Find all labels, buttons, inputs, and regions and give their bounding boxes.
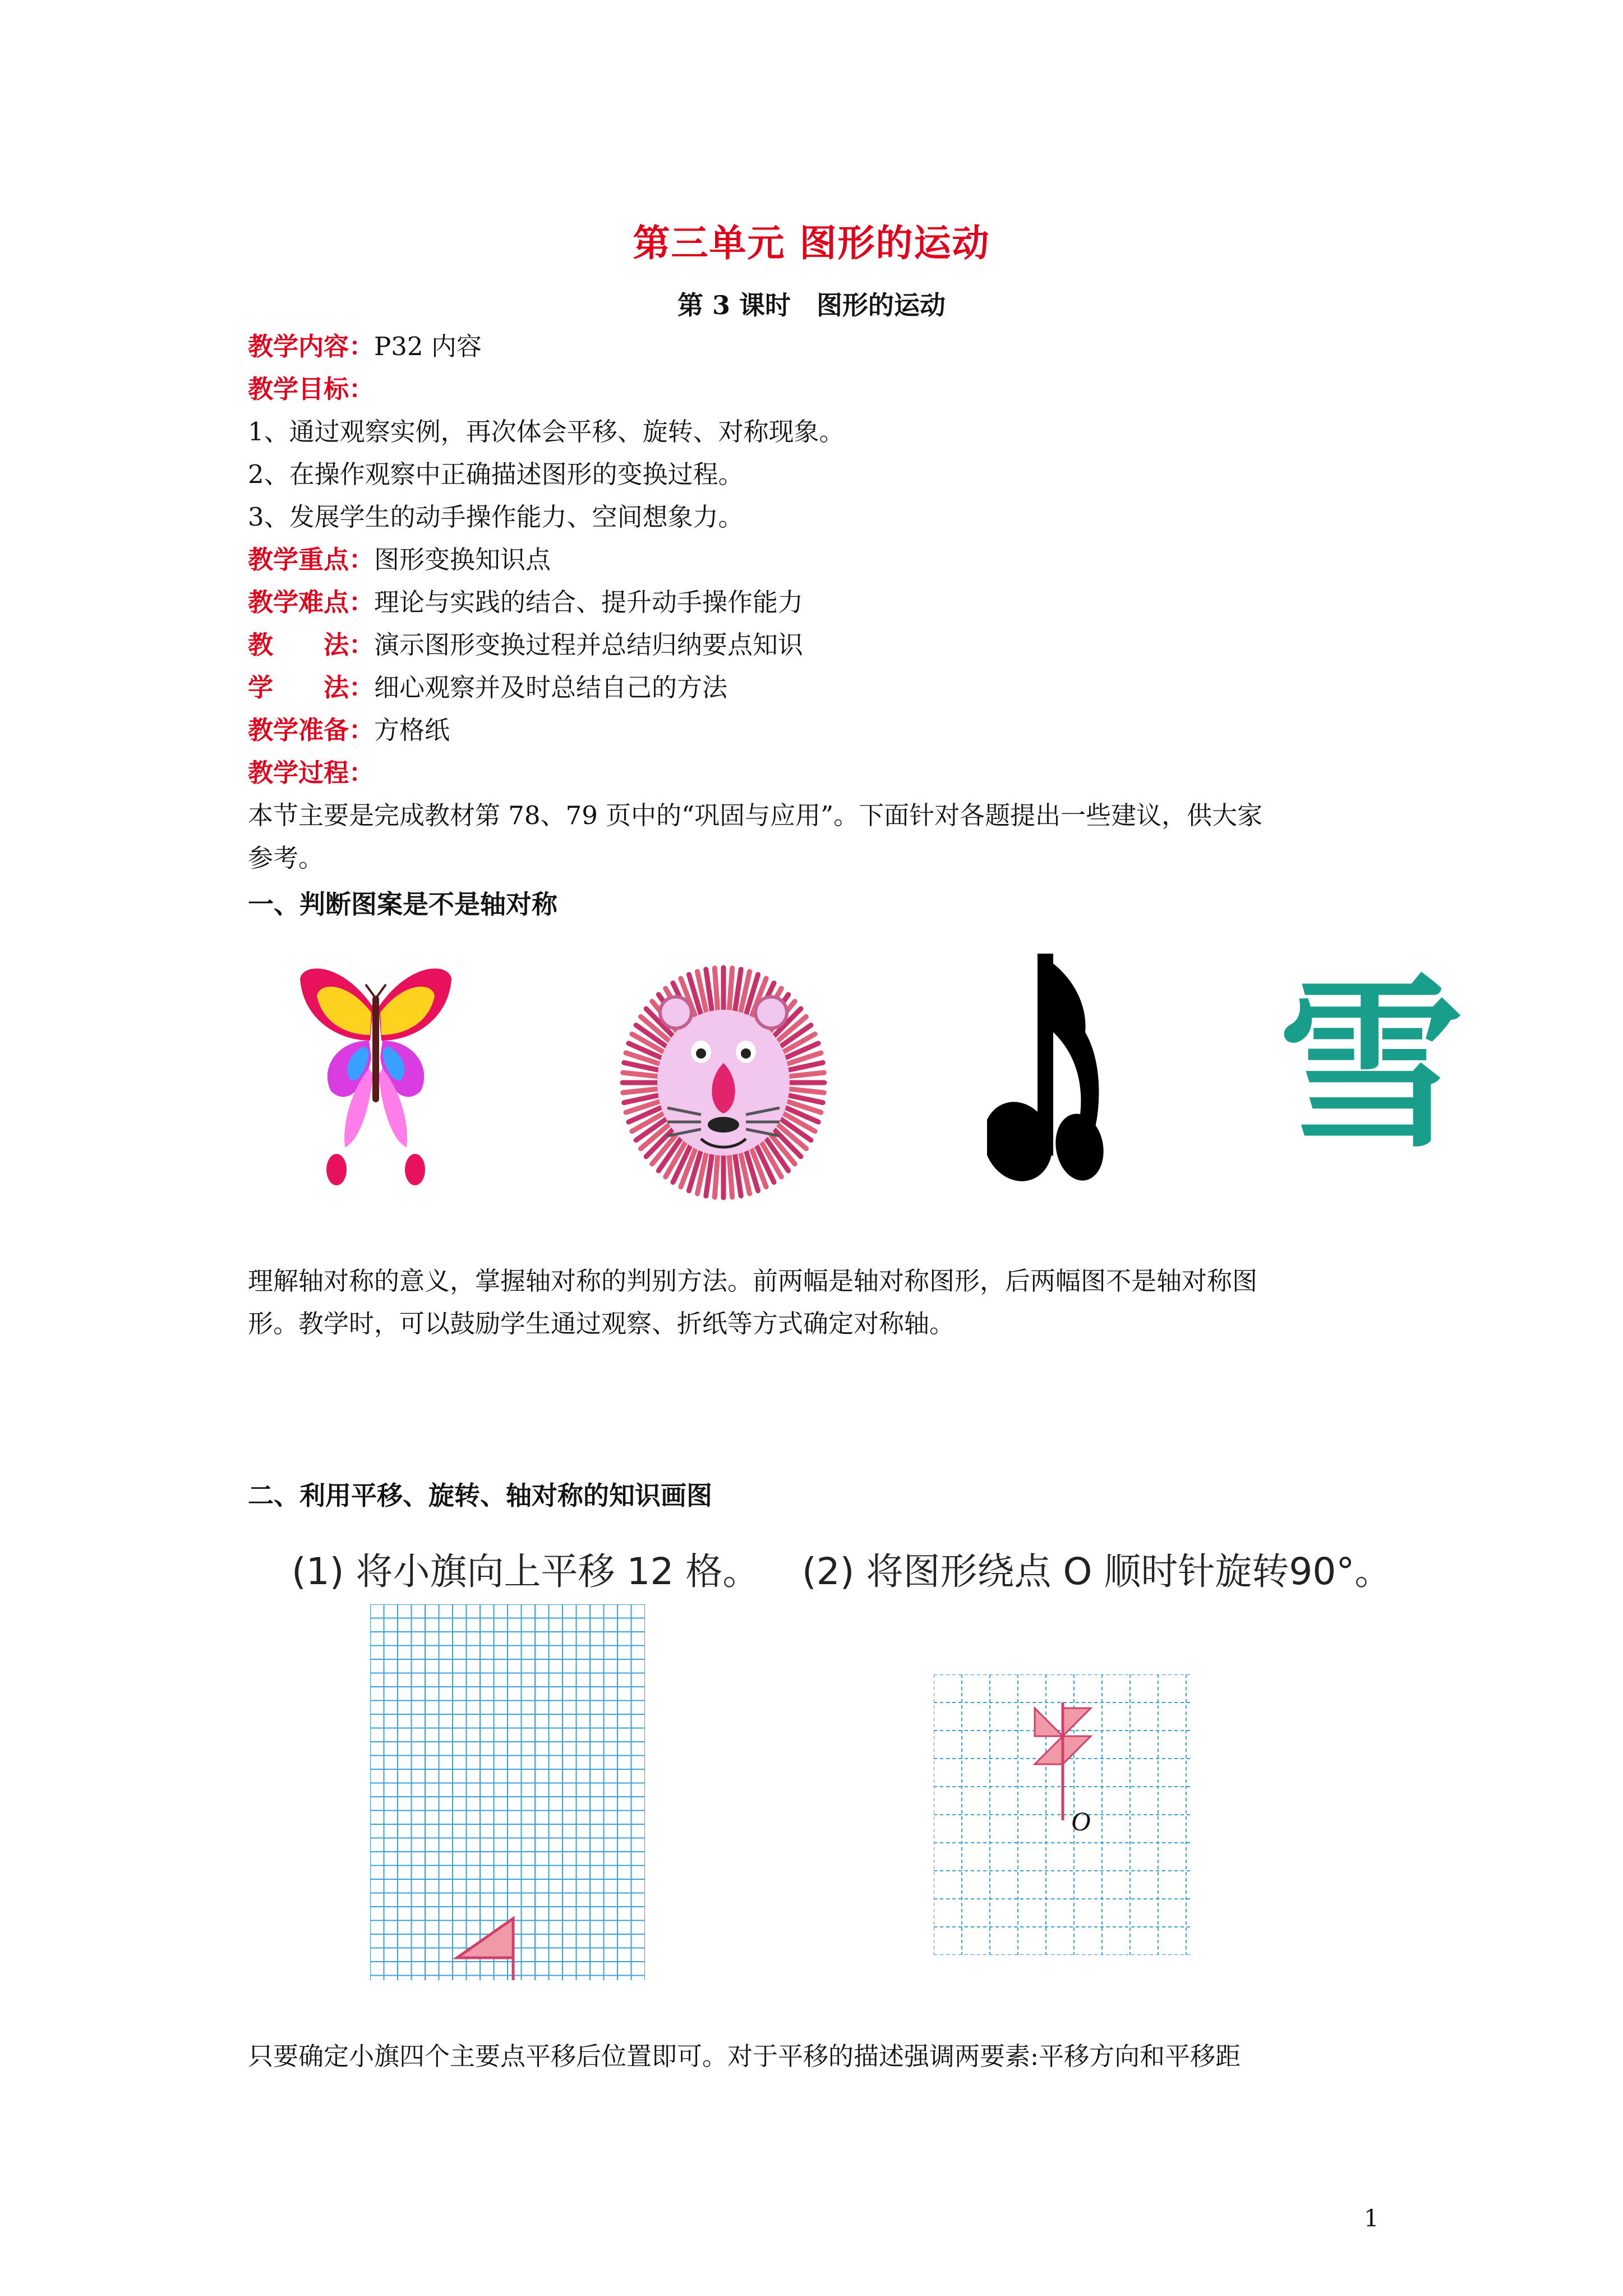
objective-3: 3、发展学生的动手操作能力、空间想象力。 (248, 502, 744, 532)
preparation-line (248, 714, 450, 747)
teaching-method-value: 演示图形变换过程并总结归纳要点知识 (374, 630, 804, 660)
key-point-line (248, 543, 551, 577)
task1-instruction: (1) 将小旗向上平移 12 格。 (292, 1550, 760, 1593)
page-number: 1 (1364, 2205, 1379, 2232)
content-value: P32 内容 (374, 332, 482, 361)
teaching-method-line (248, 628, 803, 662)
music-note-image (987, 948, 1110, 1195)
task2-instruction: (2) 将图形绕点 O 顺时针旋转90°。 (802, 1550, 1392, 1593)
point-o-label: O (1071, 1807, 1091, 1837)
intro-line-2: 参考。 (248, 843, 324, 873)
objectives-line (248, 372, 374, 406)
intro-line-1: 本节主要是完成教材第 78、79 页中的“巩固与应用”。下面针对各题提出一些建议，供大家 (248, 800, 1263, 830)
snow-character-image: 雪 (1279, 958, 1464, 1174)
teaching-method-label: 教 法： (248, 630, 375, 660)
objective-1: 1、通过观察实例，再次体会平移、旋转、对称现象。 (248, 417, 845, 447)
butterfly-image (297, 956, 454, 1186)
difficulty-value: 理论与实践的结合、提升动手操作能力 (374, 587, 804, 617)
content-line (248, 330, 482, 364)
section2-heading: 二、利用平移、旋转、轴对称的知识画图 (248, 1480, 712, 1511)
page-title: 第三单元 图形的运动 (633, 221, 990, 265)
learning-method-label: 学 法： (248, 673, 375, 702)
learning-method-line (248, 671, 727, 705)
key-point-value: 图形变换知识点 (374, 545, 551, 574)
section2-bottom-text: 只要确定小旗四个主要点平移后位置即可。对于平移的描述强调两要素:平移方向和平移距 (248, 2041, 1241, 2071)
key-point-label: 教学重点： (248, 545, 375, 574)
content-label: 教学内容： (248, 332, 375, 361)
lion-face-image (617, 962, 830, 1209)
flag-shape (457, 1918, 513, 1958)
preparation-value: 方格纸 (374, 715, 450, 745)
difficulty-label: 教学难点： (248, 587, 375, 617)
learning-method-value: 细心观察并及时总结自己的方法 (374, 673, 728, 702)
translation-grid (370, 1604, 645, 1980)
section1-explain-1: 理解轴对称的意义，掌握轴对称的判别方法。前两幅是轴对称图形，后两幅图不是轴对称图 (248, 1266, 1258, 1296)
lesson-subtitle: 第 3 课时 图形的运动 (677, 290, 946, 320)
rotation-grid (934, 1674, 1192, 1955)
objectives-label: 教学目标： (248, 374, 375, 404)
preparation-label: 教学准备： (248, 715, 375, 745)
process-line (248, 756, 374, 790)
objective-2: 2、在操作观察中正确描述图形的变换过程。 (248, 459, 744, 489)
section1-heading: 一、判断图案是不是轴对称 (248, 889, 557, 919)
section1-explain-2: 形。教学时，可以鼓励学生通过观察、折纸等方式确定对称轴。 (248, 1309, 955, 1338)
process-label: 教学过程： (248, 758, 375, 788)
difficulty-line (248, 586, 803, 619)
